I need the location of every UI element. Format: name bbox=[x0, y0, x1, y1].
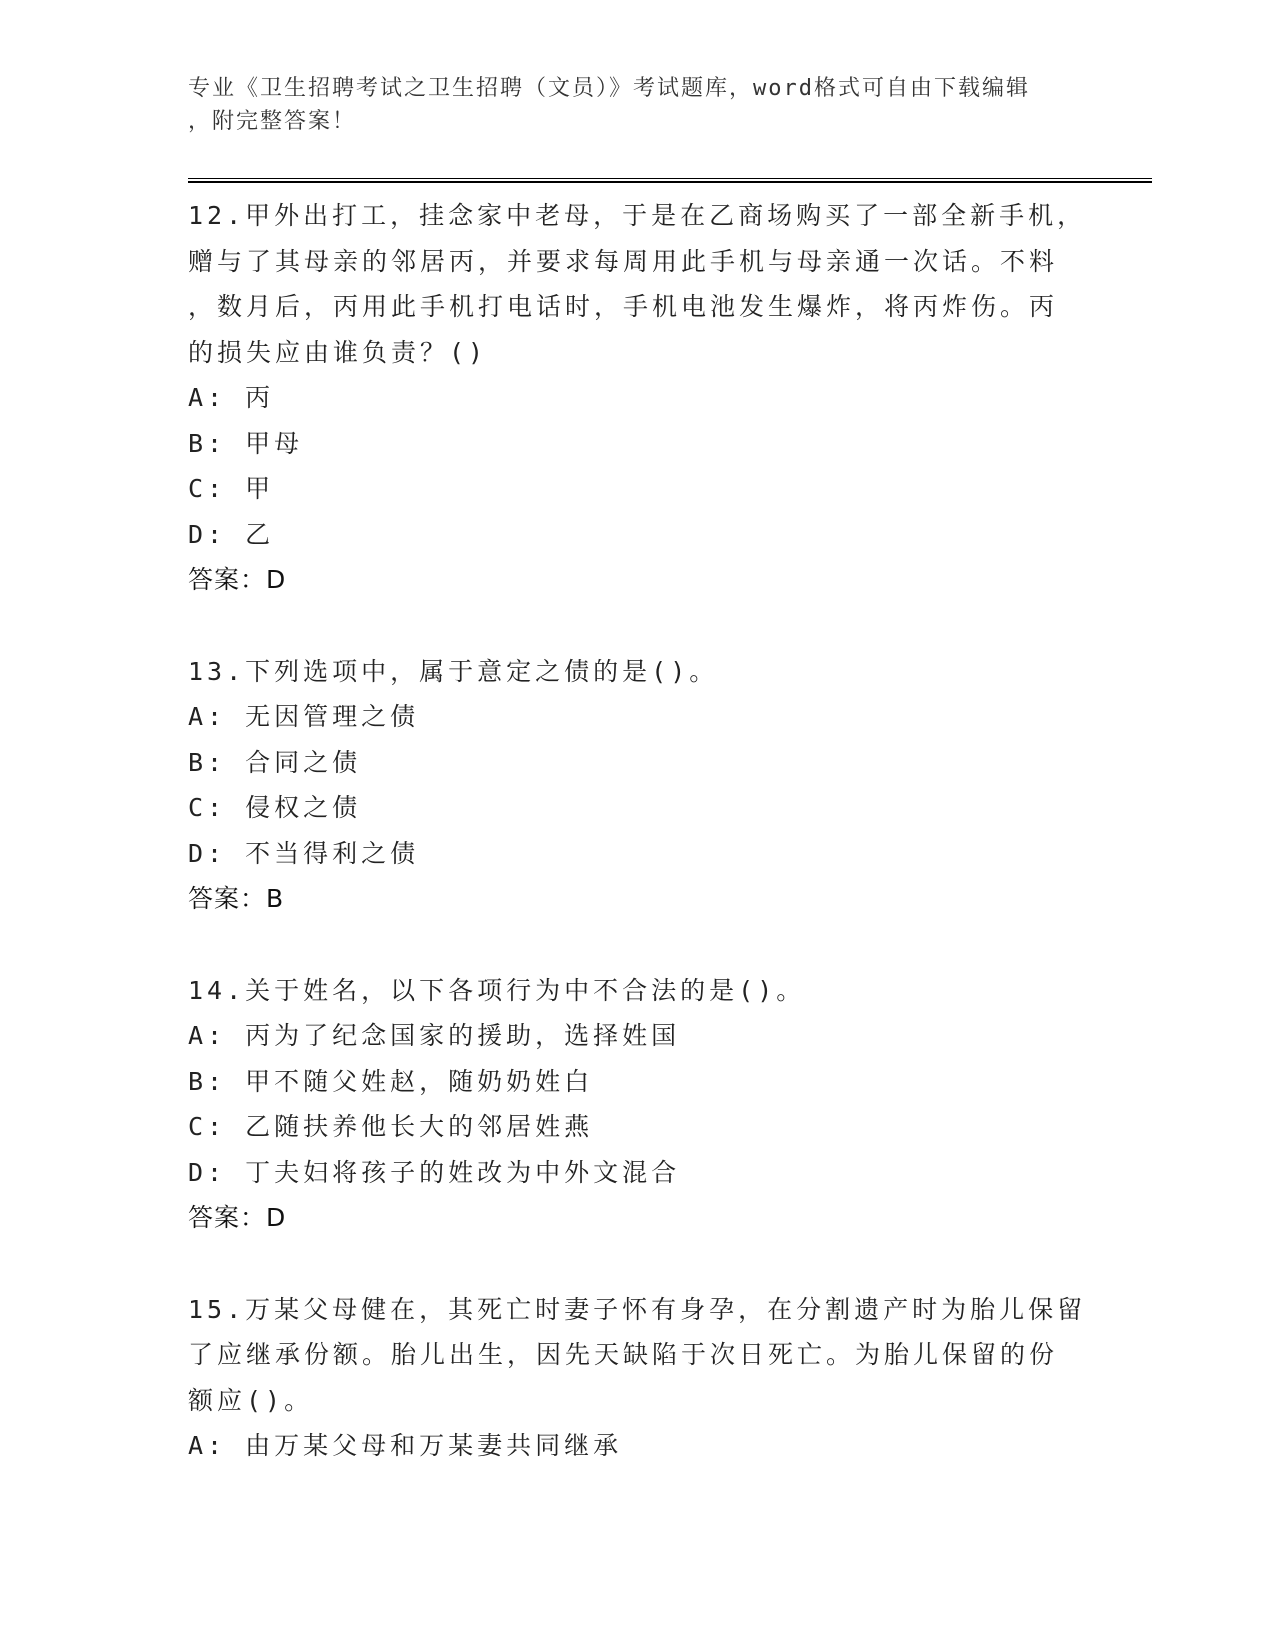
question-15 bbox=[188, 1287, 1088, 1469]
option-c: C: 乙随扶养他长大的邻居姓燕 bbox=[188, 1112, 594, 1141]
option-b: B: 甲不随父姓赵，随奶奶姓白 bbox=[188, 1066, 594, 1096]
document-header bbox=[188, 72, 1068, 138]
header-line: 专业《卫生招聘考试之卫生招聘（文员）》考试题库，word格式可自由下载编辑 bbox=[188, 76, 1030, 101]
option-d: D: 不当得利之债 bbox=[188, 838, 420, 868]
option-a: A: 丙为了纪念国家的援助，选择姓国 bbox=[188, 1021, 681, 1050]
option-b: B: 合同之债 bbox=[188, 747, 362, 777]
question-14 bbox=[188, 968, 1088, 1241]
answer-label: 答案：D bbox=[188, 1203, 287, 1232]
option-a: A: 无因管理之债 bbox=[188, 702, 420, 731]
question-13 bbox=[188, 649, 1088, 922]
question-list bbox=[188, 193, 1088, 1515]
option-a: A: 由万某父母和万某妻共同继承 bbox=[188, 1431, 623, 1460]
question-12 bbox=[188, 193, 1088, 603]
question-text: 了应继承份额。胎儿出生，因先天缺陷于次日死亡。为胎儿保留的份 bbox=[188, 1340, 1059, 1369]
option-c: C: 侵权之债 bbox=[188, 793, 362, 822]
header-divider bbox=[188, 178, 1152, 183]
header-line: ，附完整答案！ bbox=[188, 109, 357, 134]
answer-label: 答案：D bbox=[188, 565, 287, 594]
question-text: 13.下列选项中，属于意定之债的是()。 bbox=[188, 656, 719, 686]
answer-label: 答案：B bbox=[188, 884, 285, 913]
question-text: 15.万某父母健在，其死亡时妻子怀有身孕，在分割遗产时为胎儿保留 bbox=[188, 1294, 1087, 1324]
option-b: B: 甲母 bbox=[188, 428, 304, 458]
question-text: 额应()。 bbox=[188, 1385, 314, 1415]
option-d: D: 丁夫妇将孩子的姓改为中外文混合 bbox=[188, 1157, 681, 1187]
option-a: A: 丙 bbox=[188, 383, 275, 412]
question-text: 12.甲外出打工，挂念家中老母，于是在乙商场购买了一部全新手机， bbox=[188, 201, 1087, 230]
question-text: 14.关于姓名，以下各项行为中不合法的是()。 bbox=[188, 975, 806, 1005]
option-d: D: 乙 bbox=[188, 519, 275, 549]
question-text: 的损失应由谁负责？() bbox=[188, 337, 488, 367]
question-text: ，数月后，丙用此手机打电话时，手机电池发生爆炸，将丙炸伤。丙 bbox=[188, 292, 1059, 321]
option-c: C: 甲 bbox=[188, 474, 275, 503]
question-text: 赠与了其母亲的邻居丙，并要求每周用此手机与母亲通一次话。不料 bbox=[188, 246, 1059, 276]
